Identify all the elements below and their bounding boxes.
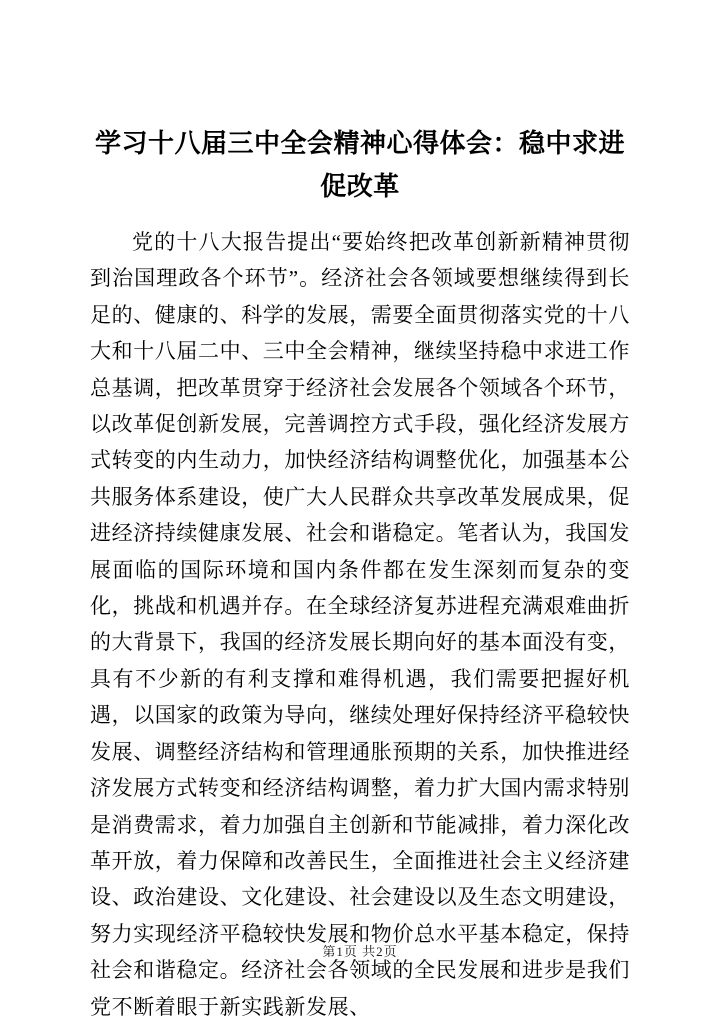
page-footer bbox=[0, 941, 720, 960]
page-number-indicator: 第1页 共2页 bbox=[322, 944, 398, 959]
document-paragraph: 党的十八大报告提出“要始终把改革创新新精神贯彻到治国理政各个环节”。经济社会各领域要想继续得到长足的、健康的、科学的发展，需要全面贯彻落实党的十八大和十八届二中、三中全会精神，继续坚持稳中求进工作总基调，把改革贯穿于经济社会发展各个领域各个环节，以改革促创新发展，完善调控方式手段，强化经济发展方式转变的内生动力，加快经济结构调整优化，加强基本公共服务体系建设，使广大人民群众共享改革发展成果，促进经济持续健康发展、社会和谐稳定。笔者认为，我国发展面临的国际环境和国内条件都在发生深刻而复杂的变化，挑战和机遇并存。在全球经济复苏进程充满艰难曲折的大背景下，我国的经济发展长期向好的基本面没有变，具有不少新的有利支撑和难得机遇，我们需要把握好机遇，以国家的政策为导向，继续处理好保持经济平稳较快发展、调整经济结构和管理通胀预期的关系，加快推进经济发展方式转变和经济结构调整，着力扩大国内需求特别是消费需求，着力加强自主创新和节能减排，着力深化改革开放，着力保障和改善民生，全面推进社会主义经济建设、政治建设、文化建设、社会建设以及生态文明建设，努力实现经济平稳较快发展和物价总水平基本稳定，保持社会和谐稳定。经济社会各领域的全民发展和进步是我们党不断着眼于新实践新发展、 bbox=[90, 230, 630, 1019]
document-title: 学习十八届三中全会精神心得体会：稳中求进促改革 bbox=[94, 129, 625, 201]
